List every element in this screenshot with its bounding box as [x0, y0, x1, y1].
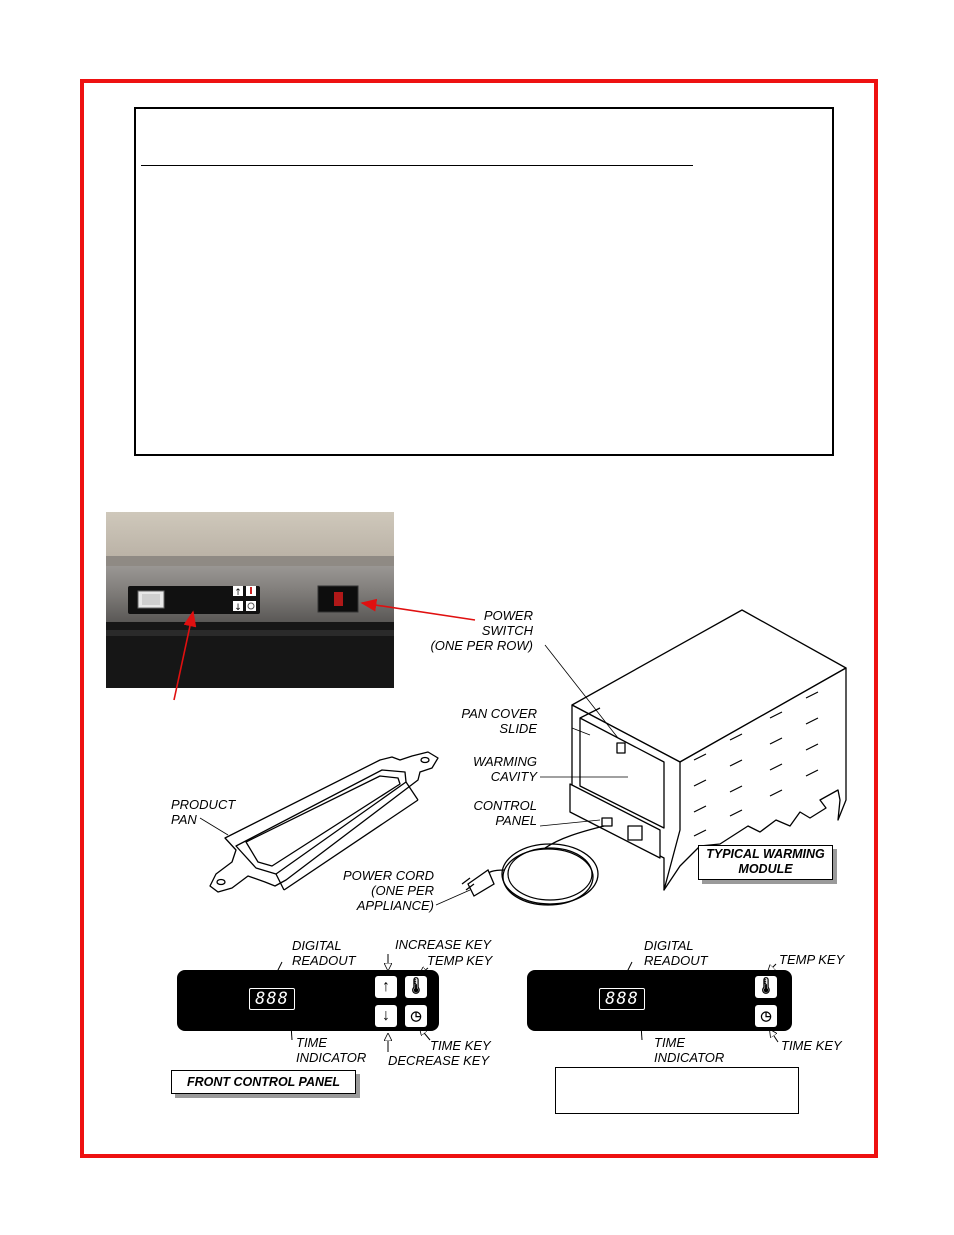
product-pan-label: PRODUCT PAN — [171, 797, 236, 827]
power-cord-drawing — [462, 826, 604, 905]
rear-control-panel-diagram — [527, 970, 792, 1031]
front-control-panel-badge: FRONT CONTROL PANEL — [171, 1070, 356, 1094]
front-time-indicator-label: TIME INDICATOR — [296, 1035, 367, 1065]
pan-cover-slide-label: PAN COVER SLIDE — [461, 706, 537, 736]
front-control-panel-diagram — [177, 970, 439, 1031]
rear-time-indicator-label: TIME INDICATOR — [654, 1035, 725, 1065]
rear-time-key-label: TIME KEY — [781, 1038, 842, 1053]
front-digital-readout: 888 — [249, 988, 295, 1010]
rear-digital-readout-label: DIGITAL READOUT — [644, 938, 708, 968]
typical-warming-module-badge: TYPICAL WARMING MODULE — [698, 845, 833, 880]
warming-cavity-label: WARMING CAVITY — [472, 754, 537, 784]
front-digital-readout-label: DIGITAL READOUT — [292, 938, 356, 968]
increase-key-icon: ↑ — [375, 976, 397, 998]
rear-digital-readout: 888 — [599, 988, 645, 1010]
svg-text:↓: ↓ — [234, 603, 242, 613]
power-switch-label: POWER SWITCH (ONE PER ROW) — [430, 608, 533, 653]
time-key-icon: ◷ — [405, 1005, 427, 1027]
front-temp-key-label: TEMP KEY — [427, 953, 493, 968]
increase-key-label: INCREASE KEY — [395, 937, 492, 952]
rear-temp-key-label: TEMP KEY — [779, 952, 845, 967]
temp-key-icon: 🌡 — [405, 976, 427, 998]
rear-temp-key-icon: 🌡 — [755, 976, 777, 998]
rear-time-key-icon: ◷ — [755, 1005, 777, 1027]
empty-caption-box — [555, 1067, 799, 1114]
power-cord-label: POWER CORD (ONE PER APPLIANCE) — [343, 868, 434, 913]
control-panel-pointer-arrow — [174, 612, 193, 700]
decrease-key-icon: ↓ — [375, 1005, 397, 1027]
svg-text:↑: ↑ — [234, 588, 242, 598]
front-time-key-label: TIME KEY — [430, 1038, 491, 1053]
decrease-key-label: DECREASE KEY — [388, 1053, 490, 1068]
control-panel-label: CONTROL PANEL — [473, 798, 537, 828]
